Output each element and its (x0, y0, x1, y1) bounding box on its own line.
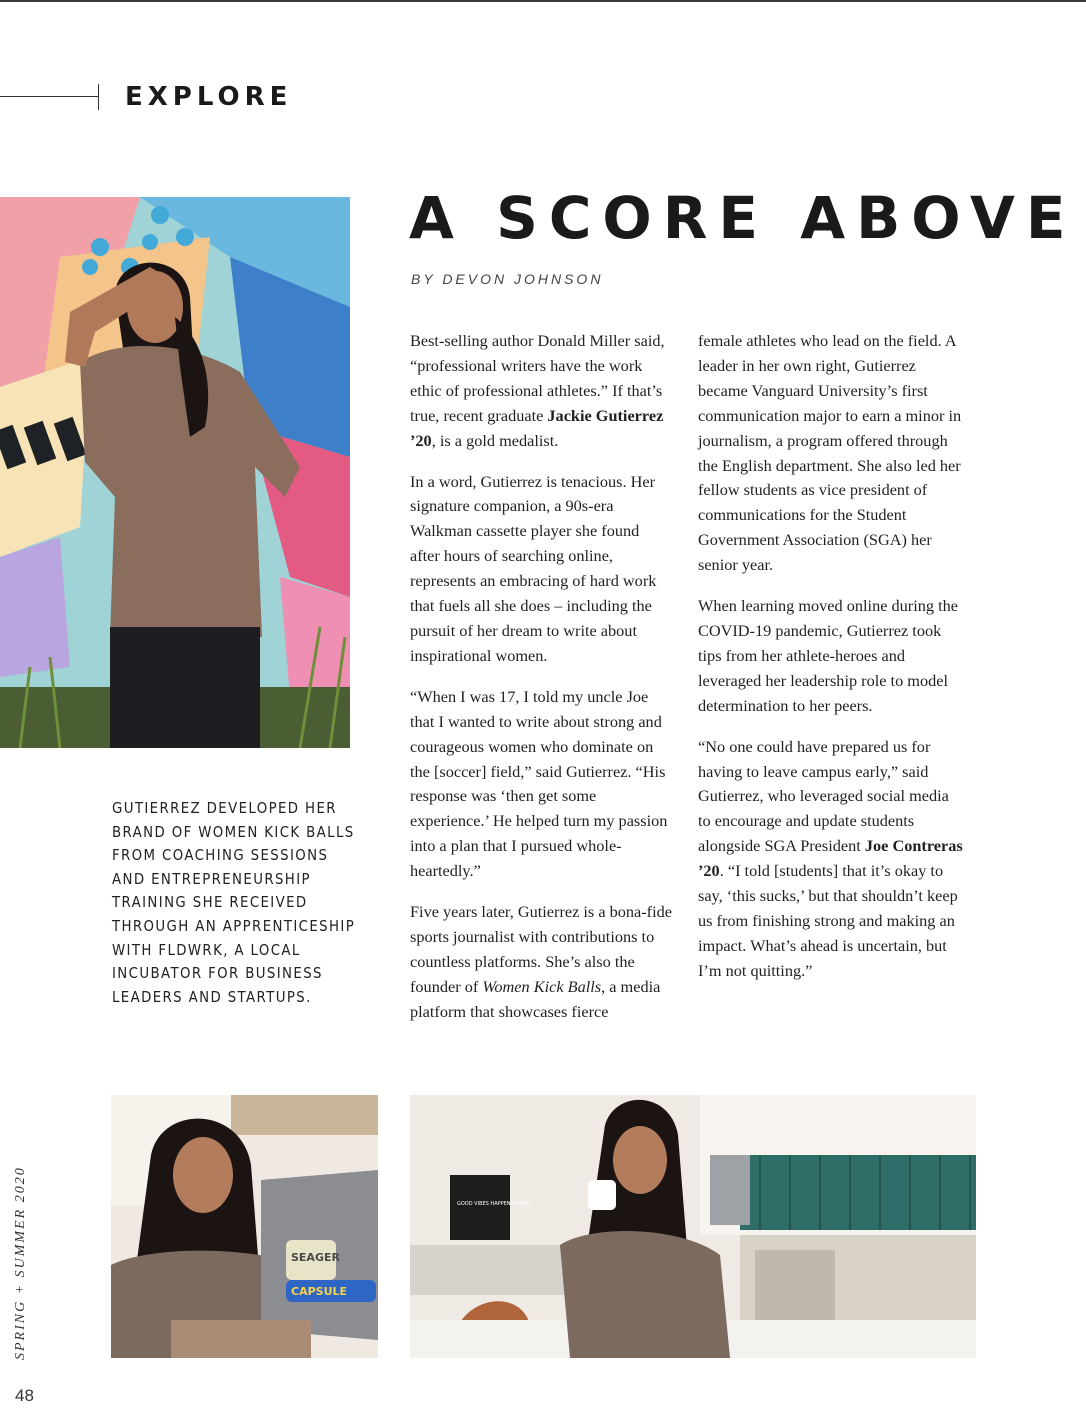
issue-label: SPRING + SUMMER 2020 (13, 1166, 28, 1360)
laptop-photo-art (111, 1095, 378, 1358)
article-column-1 (410, 329, 672, 1041)
section-rule (0, 96, 98, 97)
text-run: . “I told [students] that it’s okay to say, ‘this sucks,’ but that shouldn’t keep us from finishing strong and making an impact. What’s ahead is uncertain, but I’m not quitting.” (698, 861, 958, 980)
text-run: , is a gold medalist. (431, 430, 559, 450)
laptop-sticker-capsule: CAPSULE (291, 1285, 348, 1298)
laptop-sticker-seager: SEAGER (291, 1251, 340, 1264)
text-run: Five years later, Gutierrez is a bona-fide sports journalist with contributions to countless platforms. She’s also the founder of (410, 902, 672, 996)
article-title: A SCORE ABOVE (409, 184, 1077, 252)
section-rule-tick (98, 84, 99, 110)
letterboard-text: GOOD VIBES HAPPENS HERE (457, 1201, 529, 1207)
page-number: 48 (15, 1386, 34, 1405)
paragraph: female athletes who lead on the field. A leader in her own right, Gutierrez became Vanguard University’s first communication major to earn a minor in journalism, a program offered through the English department. She also led her fellow students as vice president of communications for the Student Government Association (SGA) her senior year. (698, 331, 962, 575)
laptop-photo (111, 1095, 378, 1358)
paragraph: “When I was 17, I told my uncle Joe that I wanted to write about strong and courageous women who dominate on the [soccer] field,” said Gutierrez. “His response was ‘then get some experience.’ He helped turn my passion into a plan that I pursued whole-heartedly.” (410, 686, 668, 881)
paragraph (410, 329, 672, 454)
photo-caption: GUTIERREZ DEVELOPED HER BRAND OF WOMEN KICK BALLS FROM COACHING SESSIONS AND ENTREPRENEURSHIP TRAINING SHE RECEIVED THROUGH AN APPRENTICESHIP WITH FLDWRK, A LOCAL INCUBATOR FOR BUSINESS LEADERS AND STARTUPS. (112, 799, 356, 1006)
article-column-2 (698, 329, 963, 1000)
paragraph: When learning moved online during the COVID-19 pandemic, Gutierrez took tips from her athlete-heroes and leveraged her leadership role to model determination to her peers. (698, 596, 958, 715)
text-run: “No one could have prepared us for having to leave campus early,” said Gutierrez, who leveraged social media to encourage and update students alongside SGA President (698, 736, 949, 856)
bold-name: Joe Contreras ’20 (698, 836, 963, 881)
kitchen-photo-art (410, 1095, 976, 1358)
bold-name: Jackie Gutierrez ’20 (410, 405, 664, 450)
top-rule (0, 0, 1086, 2)
section-label: EXPLORE (125, 82, 293, 112)
paragraph (410, 900, 672, 1025)
italic-title: Women Kick Balls (482, 976, 602, 996)
paragraph (698, 735, 963, 984)
paragraph: In a word, Gutierrez is tenacious. Her signature companion, a 90s-era Walkman cassette player she found after hours of searching online, represents an embracing of hard work that fuels all she does – including the pursuit of her dream to write about inspirational women. (410, 471, 657, 665)
text-run: , a media platform that showcases fierce (410, 976, 661, 1021)
hero-photo (0, 197, 350, 748)
hero-photo-art (0, 197, 350, 748)
text-run: Best-selling author Donald Miller said, “professional writers have the work ethic of professional athletes.” If that’s true, recent graduate (410, 331, 665, 425)
byline: BY DEVON JOHNSON (411, 271, 604, 287)
kitchen-photo (410, 1095, 976, 1358)
